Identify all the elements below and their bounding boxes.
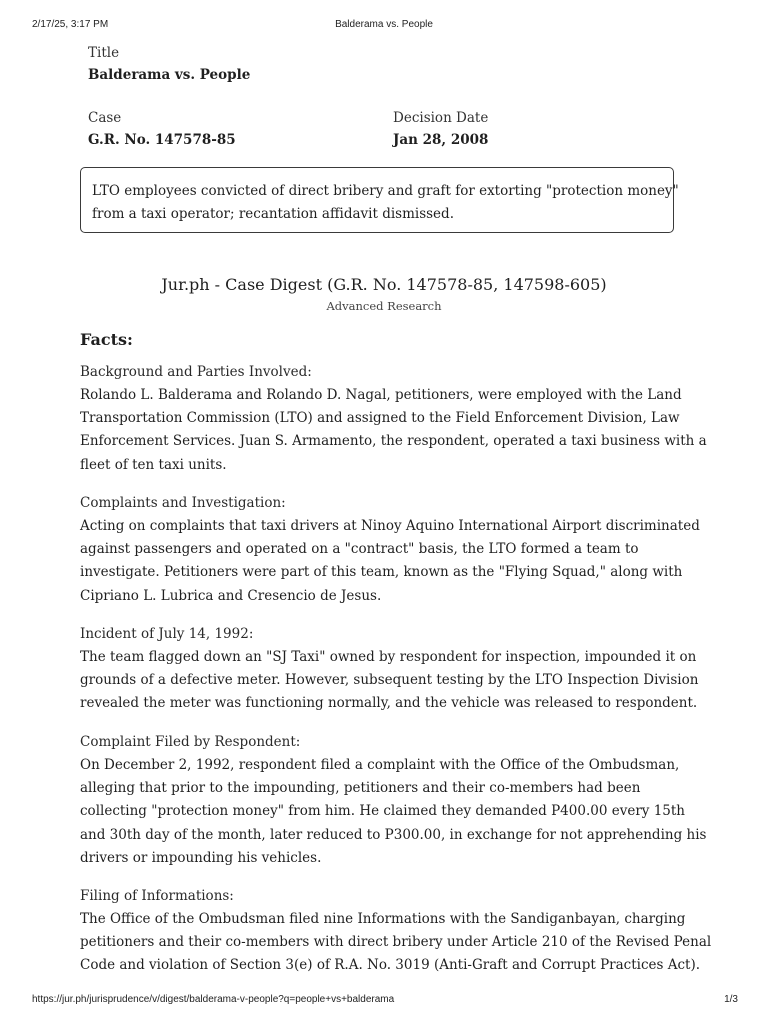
section-heading: Incident of July 14, 1992: xyxy=(80,626,254,642)
body-line: grounds of a defective meter. However, subsequent testing by the LTO Inspection Division xyxy=(80,672,699,689)
print-footer xyxy=(0,994,768,1008)
case-summary-box xyxy=(80,167,679,233)
body-line: The team flagged down an "SJ Taxi" owned by respondent for inspection, impounded it on xyxy=(80,649,697,665)
print-doc-title: Balderama vs. People xyxy=(335,19,433,30)
section-heading: Complaint Filed by Respondent: xyxy=(80,734,301,750)
body-line: On December 2, 1992, respondent filed a complaint with the Office of the Ombudsman, xyxy=(80,757,680,773)
body-line: investigate. Petitioners were part of this team, known as the "Flying Squad," along with xyxy=(80,564,683,581)
body-line: fleet of ten taxi units. xyxy=(80,456,227,473)
body-line: alleging that prior to the impounding, petitioners and their co-members had been xyxy=(80,780,641,797)
fact-section-informations xyxy=(80,885,712,978)
body-line: Code and violation of Section 3(e) of R.A. No. 3019 (Anti-Graft and Corrupt Practices Act). xyxy=(80,957,701,974)
body-line: and 30th day of the month, later reduced to P300.00, in exchange for not apprehending his xyxy=(80,826,707,843)
case-label: Case xyxy=(88,110,122,126)
print-page-number: 1/3 xyxy=(724,994,738,1005)
section-body xyxy=(80,384,707,477)
fact-section-background xyxy=(80,361,707,477)
section-body xyxy=(80,754,707,870)
section-heading: Background and Parties Involved: xyxy=(80,364,312,380)
print-datetime: 2/17/25, 3:17 PM xyxy=(32,19,109,30)
body-line: petitioners and their co-members with direct bribery under Article 210 of the Revised Penal xyxy=(80,934,712,951)
print-url: https://jur.ph/jurisprudence/v/digest/balderama-v-people?q=people+vs+balderama xyxy=(32,994,395,1005)
fact-section-complaint-filed xyxy=(80,731,707,870)
section-body xyxy=(80,908,712,978)
facts-heading: Facts: xyxy=(80,330,133,349)
case-title: Balderama vs. People xyxy=(88,67,251,83)
summary-line: from a taxi operator; recantation affidavit dismissed. xyxy=(92,206,454,222)
section-heading: Complaints and Investigation: xyxy=(80,495,286,511)
body-line: revealed the meter was functioning normally, and the vehicle was released to respondent. xyxy=(80,695,698,712)
title-label: Title xyxy=(88,45,120,61)
body-line: Transportation Commission (LTO) and assigned to the Field Enforcement Division, Law xyxy=(80,410,680,427)
print-header xyxy=(0,19,768,33)
body-line: drivers or impounding his vehicles. xyxy=(80,849,322,866)
digest-title: Jur.ph - Case Digest (G.R. No. 147578-85, 147598-605) xyxy=(161,275,607,294)
case-number: G.R. No. 147578-85 xyxy=(88,132,236,148)
body-line: Enforcement Services. Juan S. Armamento, the respondent, operated a taxi business with a xyxy=(80,433,707,450)
fact-section-incident xyxy=(80,623,699,716)
body-line: Acting on complaints that taxi drivers at Ninoy Aquino International Airport discriminated xyxy=(80,518,700,534)
body-line: The Office of the Ombudsman filed nine Informations with the Sandiganbayan, charging xyxy=(80,911,686,927)
body-line: against passengers and operated on a "contract" basis, the LTO formed a team to xyxy=(80,541,639,558)
section-body xyxy=(80,515,700,608)
section-body xyxy=(80,646,699,716)
body-line: Cipriano L. Lubrica and Cresencio de Jesus. xyxy=(80,587,382,604)
decision-date: Jan 28, 2008 xyxy=(393,132,489,148)
section-heading: Filing of Informations: xyxy=(80,888,234,904)
body-line: Rolando L. Balderama and Rolando D. Nagal, petitioners, were employed with the Land xyxy=(80,387,682,403)
body-line: collecting "protection money" from him. He claimed they demanded P400.00 every 15th xyxy=(80,803,685,820)
advanced-research-label: Advanced Research xyxy=(326,299,442,313)
decision-date-label: Decision Date xyxy=(393,110,489,126)
summary-line: LTO employees convicted of direct bribery and graft for extorting "protection money" xyxy=(92,183,679,199)
fact-section-complaints xyxy=(80,492,700,608)
